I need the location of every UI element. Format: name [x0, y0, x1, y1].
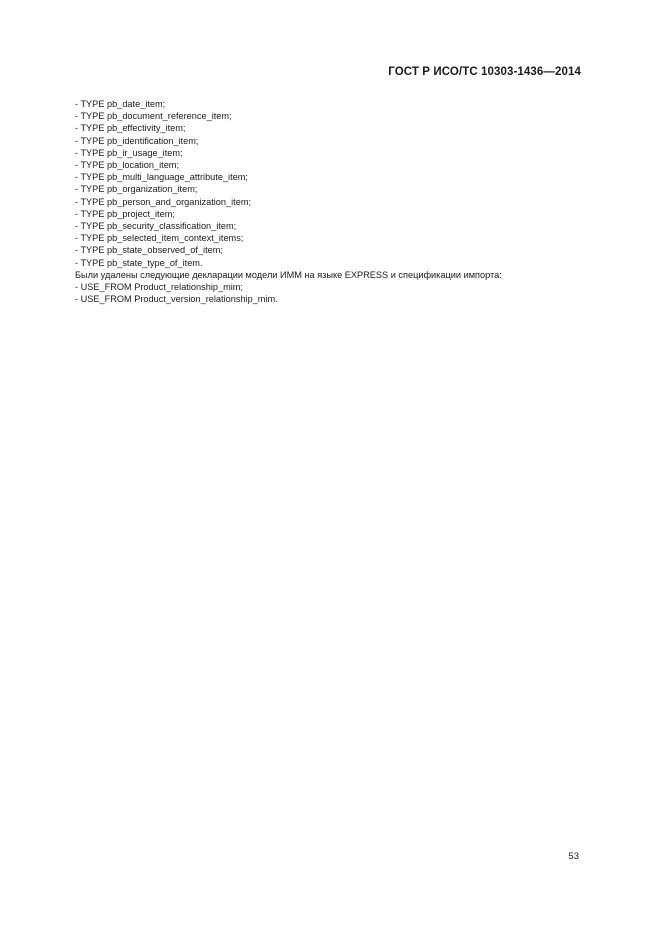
type-list-item: - TYPE pb_state_type_of_item.: [75, 257, 203, 268]
type-list-item: - TYPE pb_multi_language_attribute_item;: [75, 172, 248, 183]
body-text: [75, 98, 595, 305]
removed-declarations-intro: Были удалены следующие декларации модели ИММ на языке EXPRESS и спецификации импорта:: [75, 269, 502, 280]
type-list-item: - TYPE pb_project_item;: [75, 208, 175, 219]
type-list-item: - TYPE pb_security_classification_item;: [75, 221, 237, 232]
document-code-header: ГОСТ Р ИСО/ТС 10303-1436—2014: [388, 66, 581, 78]
type-list-item: - TYPE pb_person_and_organization_item;: [75, 196, 252, 207]
page-number: 53: [568, 851, 579, 862]
type-list-item: - TYPE pb_effectivity_item;: [75, 123, 186, 134]
use-from-list-item: - USE_FROM Product_version_relationship_mim.: [75, 294, 278, 305]
type-list-item: - TYPE pb_selected_item_context_items;: [75, 233, 244, 244]
type-list-item: - TYPE pb_state_observed_of_item;: [75, 245, 223, 256]
type-list-item: - TYPE pb_identification_item;: [75, 135, 199, 146]
use-from-list-item: - USE_FROM Product_relationship_mim;: [75, 282, 243, 293]
type-list-item: - TYPE pb_organization_item;: [75, 184, 198, 195]
type-list-item: - TYPE pb_date_item;: [75, 99, 166, 109]
type-list-item: - TYPE pb_ir_usage_item;: [75, 147, 183, 158]
type-list-item: - TYPE pb_location_item;: [75, 160, 180, 171]
type-list-item: - TYPE pb_document_reference_item;: [75, 111, 232, 122]
